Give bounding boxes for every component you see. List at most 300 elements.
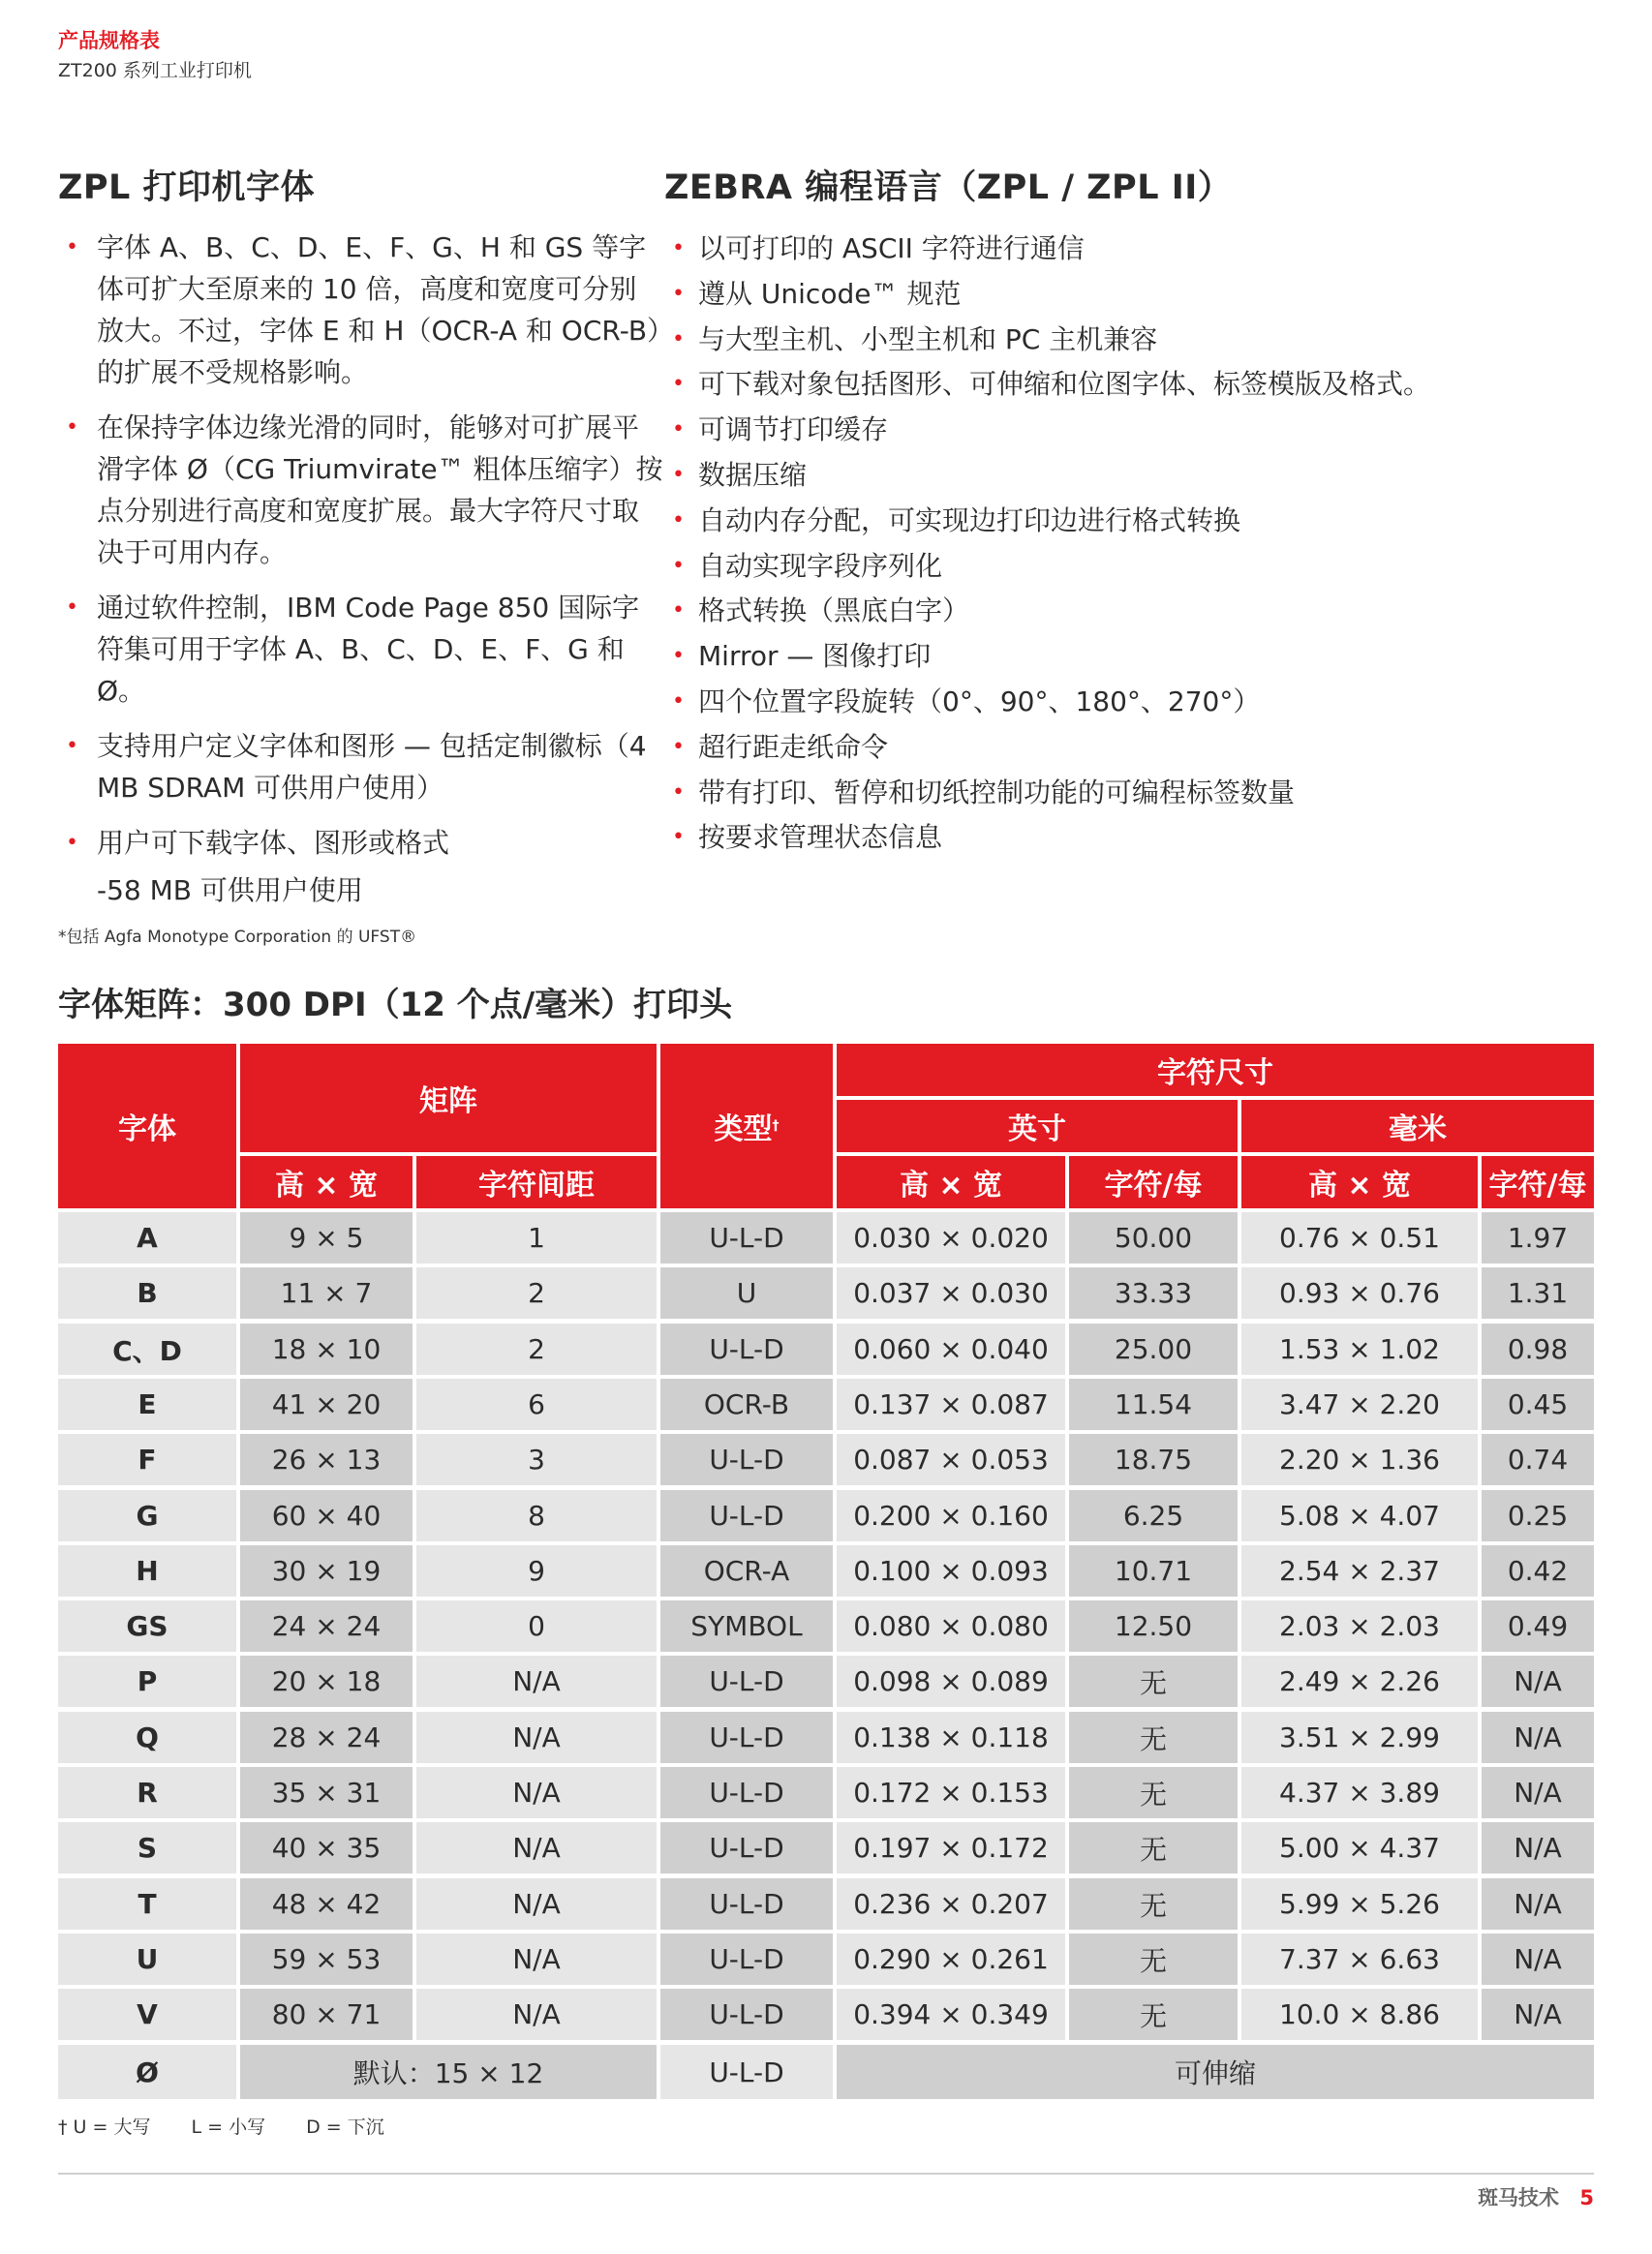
table-cell-type: [660, 1712, 833, 1763]
table-cell-type-text: U-L-D: [709, 1222, 784, 1254]
table-cell-spacing-text: N/A: [512, 1665, 561, 1697]
table-cell-mm_hw: [1241, 1712, 1478, 1763]
table-cell-inch_cpi-text: 33.33: [1114, 1277, 1193, 1309]
table-cell-font: [58, 1656, 236, 1707]
list-item: • 遵从 Unicode™ 规范: [664, 272, 1623, 318]
table-cell-inch_cpi-text: 无: [1139, 1666, 1167, 1699]
table-cell-mm_hw-text: 0.76 × 0.51: [1279, 1222, 1440, 1254]
table-cell-inch_cpi-text: 无: [1139, 1833, 1167, 1866]
table-cell-font: [58, 1267, 236, 1319]
table-cell-mm_hw-text: 5.08 × 4.07: [1279, 1500, 1440, 1532]
table-cell-spacing: [416, 1434, 657, 1485]
table-cell-font: [58, 1212, 236, 1264]
list-item: • 可下载对象包括图形、可伸缩和位图字体、标签模版及格式。: [664, 362, 1623, 408]
table-cell-font-text: F: [138, 1444, 157, 1476]
table-cell-spacing-text: N/A: [512, 1777, 561, 1809]
table-cell-inch_cpi-text: 18.75: [1114, 1444, 1193, 1476]
table-cell-matrix: [240, 1212, 413, 1264]
table-cell-inch_hw: [837, 1878, 1065, 1930]
header-mm-hw-text: 高 × 宽: [1307, 1169, 1412, 1203]
list-item: [58, 822, 663, 911]
table-cell-type: [660, 1656, 833, 1707]
table-cell-inch_cpi-text: 10.71: [1114, 1555, 1193, 1587]
list-item: • 与大型主机、小型主机和 PC 主机兼容: [664, 318, 1623, 363]
table-cell-matrix: [240, 1878, 413, 1930]
list-item: • 自动内存分配，可实现边打印边进行格式转换: [664, 499, 1623, 544]
table-cell-inch_hw: [837, 1379, 1065, 1430]
table-cell-inch_hw: [837, 1822, 1065, 1873]
table-cell-inch_cpi: [1069, 1545, 1238, 1597]
table-cell-font-text: P: [137, 1665, 158, 1697]
page-footer: [1478, 2182, 1594, 2211]
table-cell-type: [660, 2045, 833, 2099]
table-cell-mm_hw-text: 2.54 × 2.37: [1279, 1555, 1440, 1587]
table-cell-inch_cpi-text: 12.50: [1114, 1610, 1193, 1642]
list-item: • 通过软件控制，IBM Code Page 850 国际字符集可用于字体 A、B、C、D、E、F、G 和 Ø。: [58, 587, 663, 712]
table-cell-matrix: [240, 1600, 413, 1652]
table-cell-mm_cpm: [1482, 1878, 1594, 1930]
table-cell-inch_hw: [837, 1767, 1065, 1818]
table-cell-type: [660, 1545, 833, 1597]
table-cell-mm_cpm-text: N/A: [1514, 1998, 1562, 2030]
table-cell-mm_hw-text: 3.47 × 2.20: [1279, 1388, 1440, 1420]
table-cell-mm_hw: [1241, 1767, 1478, 1818]
table-cell-mm_cpm-text: 1.97: [1507, 1222, 1569, 1254]
header-matrix-spacing: [416, 1156, 657, 1208]
table-cell-mm_hw-text: 1.53 × 1.02: [1279, 1333, 1440, 1365]
type-legend: [58, 2113, 419, 2139]
header-font-text: 字体: [118, 1112, 176, 1146]
table-cell-spacing-text: 6: [528, 1388, 545, 1420]
table-cell-spacing: [416, 1989, 657, 2040]
table-cell-mm_hw: [1241, 1212, 1478, 1264]
table-cell-inch_cpi-text: 11.54: [1114, 1388, 1193, 1420]
zpl-fonts-title: ZPL 打印机字体: [58, 168, 316, 207]
header-font: [58, 1044, 236, 1208]
table-cell-spacing: [416, 1490, 657, 1541]
table-cell-mm_hw: [1241, 1878, 1478, 1930]
table-cell-mm_hw-text: 2.49 × 2.26: [1279, 1665, 1440, 1697]
table-cell-inch_hw: [837, 1434, 1065, 1485]
ufst-footnote: *包括 Agfa Monotype Corporation 的 UFST®: [58, 928, 417, 947]
table-cell-mm_hw-text: 0.93 × 0.76: [1279, 1277, 1440, 1309]
table-cell-font-text: S: [137, 1832, 158, 1864]
table-cell-font: [58, 1490, 236, 1541]
table-cell-inch_hw-text: 0.290 × 0.261: [853, 1943, 1049, 1975]
table-cell-type-text: U-L-D: [709, 1333, 784, 1365]
header-matrix-spacing-text: 字符间距: [478, 1169, 595, 1203]
table-cell-spacing: [416, 1712, 657, 1763]
header-matrix: [240, 1044, 657, 1152]
list-item: • 在保持字体边缘光滑的同时，能够对可扩展平滑字体 Ø（CG Triumvirate™ 粗体压缩字）按点分别进行高度和宽度扩展。最大字符尺寸取决于可用内存。: [58, 407, 663, 573]
table-cell-type: [660, 1324, 833, 1375]
table-cell-matrix: [240, 1434, 413, 1485]
table-cell-mm_cpm-text: 0.74: [1507, 1444, 1569, 1476]
table-cell-inch_hw-text: 0.172 × 0.153: [853, 1777, 1049, 1809]
table-cell-inch_cpi: [1069, 1490, 1238, 1541]
table-cell-font: [58, 1878, 236, 1930]
list-item: • 四个位置字段旋转（0°、90°、180°、270°）: [664, 680, 1623, 725]
table-cell-inch_hw: [837, 1267, 1065, 1319]
header-char-size: [837, 1044, 1594, 1096]
table-cell-font: [58, 1767, 236, 1818]
table-cell-inch_hw: [837, 1490, 1065, 1541]
table-cell-mm_cpm-text: N/A: [1514, 1888, 1562, 1920]
table-cell-matrix-text: 9 × 5: [289, 1222, 364, 1254]
header-inch-hw: [837, 1156, 1065, 1208]
table-cell-inch_hw-text: 0.138 × 0.118: [853, 1721, 1049, 1753]
table-cell-inch_hw: [837, 1324, 1065, 1375]
table-cell-matrix: [240, 1989, 413, 2040]
table-cell-mm_cpm-text: 0.42: [1507, 1555, 1569, 1587]
table-cell-font-text: G: [136, 1500, 159, 1532]
legend-upper: † U = 大写: [58, 2117, 151, 2138]
table-cell-type-text: U: [736, 1277, 757, 1309]
table-cell-mm_cpm-text: 1.31: [1507, 1277, 1569, 1309]
header-type-text: 类型: [714, 1112, 773, 1146]
table-cell-matrix: [240, 1767, 413, 1818]
table-cell-type-text: OCR-A: [703, 1555, 790, 1587]
table-cell-inch_hw-text: 0.087 × 0.053: [853, 1444, 1049, 1476]
table-cell-size: [837, 2045, 1594, 2099]
table-cell-matrix-text: 18 × 10: [271, 1333, 382, 1365]
table-cell-font-text: U: [136, 1943, 159, 1975]
product-name: ZT200 系列工业打印机: [58, 60, 252, 81]
table-cell-font: [58, 1324, 236, 1375]
list-item-subline: -58 MB 可供用户使用: [97, 874, 363, 906]
table-cell-matrix-text: 24 × 24: [271, 1610, 382, 1642]
table-cell-font-text: B: [137, 1277, 158, 1309]
table-cell-type: [660, 1767, 833, 1818]
table-cell-mm_cpm: [1482, 1822, 1594, 1873]
header-matrix-hw-text: 高 × 宽: [274, 1169, 379, 1203]
table-cell-inch_cpi: [1069, 1267, 1238, 1319]
table-cell-matrix: [240, 1656, 413, 1707]
table-cell-spacing: [416, 1934, 657, 1985]
table-cell-font: [58, 1822, 236, 1873]
table-cell-inch_hw-text: 0.197 × 0.172: [853, 1832, 1049, 1864]
table-cell-inch_cpi: [1069, 1379, 1238, 1430]
table-cell-spacing: [416, 1324, 657, 1375]
legend-lower: L = 小写: [191, 2117, 266, 2138]
list-item-text: 用户可下载字体、图形或格式: [97, 827, 450, 859]
table-cell-mm_hw: [1241, 1545, 1478, 1597]
table-cell-spacing-text: 8: [528, 1500, 545, 1532]
table-cell-inch_hw: [837, 1712, 1065, 1763]
table-cell-type-text: U-L-D: [709, 1777, 784, 1809]
table-cell-font-text: R: [137, 1777, 158, 1809]
header-mm-cpm-text: 字符/每: [1488, 1169, 1587, 1203]
table-cell-spacing: [416, 1267, 657, 1319]
table-cell-matrix-text: 20 × 18: [271, 1665, 382, 1697]
table-cell-spacing: [416, 1545, 657, 1597]
table-cell-matrix-text: 26 × 13: [271, 1444, 382, 1476]
list-item: • 字体 A、B、C、D、E、F、G、H 和 GS 等字体可扩大至原来的 10 倍，高度和宽度可分别放大。不过，字体 E 和 H（OCR-A 和 OCR-B）的扩展不受规格影响。: [58, 227, 663, 393]
table-cell-inch_hw: [837, 1600, 1065, 1652]
table-cell-spacing: [416, 1767, 657, 1818]
table-cell-inch_hw: [837, 1212, 1065, 1264]
table-cell-inch_hw: [837, 1989, 1065, 2040]
table-cell-spacing-text: 3: [528, 1444, 545, 1476]
table-cell-spacing-text: 9: [528, 1555, 545, 1587]
table-cell-font-text: V: [137, 1998, 158, 2030]
table-cell-mm_hw-text: 2.03 × 2.03: [1279, 1610, 1440, 1642]
zpl-language-title: ZEBRA 编程语言（ZPL / ZPL II）: [664, 168, 1233, 207]
table-cell-type-text: U-L-D: [709, 1721, 784, 1753]
table-cell-matrix-text: 30 × 19: [271, 1555, 382, 1587]
table-cell-inch_cpi: [1069, 1434, 1238, 1485]
table-cell-matrix-text: 60 × 40: [271, 1500, 382, 1532]
table-cell-type-text: U-L-D: [709, 1832, 784, 1864]
header-type: [660, 1044, 833, 1208]
table-cell-font: [58, 1379, 236, 1430]
table-cell-mm_cpm: [1482, 1379, 1594, 1430]
table-cell-matrix: [240, 1267, 413, 1319]
document-category: 产品规格表: [58, 29, 160, 52]
table-cell-inch_hw-text: 0.037 × 0.030: [853, 1277, 1049, 1309]
table-cell-mm_cpm: [1482, 1434, 1594, 1485]
list-item: • Mirror — 图像打印: [664, 634, 1623, 680]
table-cell-matrix-text: 11 × 7: [280, 1277, 373, 1309]
table-cell-font-text: E: [138, 1388, 157, 1420]
table-cell-matrix: [240, 1545, 413, 1597]
zpl-fonts-section: [58, 161, 663, 947]
table-cell-mm_hw: [1241, 1434, 1478, 1485]
table-cell-matrix-text: 48 × 42: [271, 1888, 382, 1920]
table-cell-inch_cpi: [1069, 1212, 1238, 1264]
table-cell-inch_hw-text: 0.394 × 0.349: [853, 1998, 1049, 2030]
table-cell-matrix: [240, 1490, 413, 1541]
table-cell-font-text: H: [136, 1555, 159, 1587]
table-cell-font-text: GS: [126, 1610, 168, 1642]
list-item: • 可调节打印缓存: [664, 408, 1623, 453]
table-cell-inch_cpi-text: 25.00: [1114, 1333, 1193, 1365]
table-cell-inch_hw-text: 0.236 × 0.207: [853, 1888, 1049, 1920]
table-cell-spacing-text: N/A: [512, 1888, 561, 1920]
list-item: • 带有打印、暂停和切纸控制功能的可编程标签数量: [664, 771, 1623, 816]
header-mm-cpm: [1482, 1156, 1594, 1208]
table-cell-font-text: Q: [136, 1721, 159, 1753]
table-cell-matrix-text: 59 × 53: [271, 1943, 382, 1975]
table-cell-inch_cpi-text: 无: [1139, 1889, 1167, 1922]
table-cell-matrix: [240, 1822, 413, 1873]
table-cell-font-text: Ø: [136, 2056, 159, 2088]
table-cell-inch_cpi: [1069, 1656, 1238, 1707]
table-cell-mm_hw: [1241, 1934, 1478, 1985]
table-cell-mm_hw: [1241, 1324, 1478, 1375]
table-cell-inch_hw: [837, 1934, 1065, 1985]
table-cell-inch_hw-text: 0.060 × 0.040: [853, 1333, 1049, 1365]
zpl-language-list: [664, 227, 1623, 861]
list-item: • 超行距走纸命令: [664, 725, 1623, 771]
table-cell-mm_cpm-text: 0.45: [1507, 1388, 1569, 1420]
table-cell-mm_cpm-text: N/A: [1514, 1665, 1562, 1697]
table-cell-mm_cpm-text: N/A: [1514, 1832, 1562, 1864]
table-cell-inch_hw-text: 0.098 × 0.089: [853, 1665, 1049, 1697]
table-cell-font: [58, 1989, 236, 2040]
table-cell-spacing-text: N/A: [512, 1998, 561, 2030]
table-cell-inch_cpi: [1069, 1600, 1238, 1652]
table-cell-mm_hw: [1241, 1600, 1478, 1652]
header-mm: [1241, 1100, 1594, 1152]
table-cell-mm_hw: [1241, 1989, 1478, 2040]
table-cell-inch_hw-text: 0.030 × 0.020: [853, 1222, 1049, 1254]
table-cell-font-text: T: [138, 1888, 157, 1920]
table-cell-inch_cpi-text: 无: [1139, 1778, 1167, 1811]
table-cell-mm_cpm: [1482, 1267, 1594, 1319]
table-cell-mm_hw-text: 7.37 × 6.63: [1279, 1943, 1440, 1975]
table-cell-inch_cpi-text: 50.00: [1114, 1222, 1193, 1254]
table-cell-mm_hw-text: 5.99 × 5.26: [1279, 1888, 1440, 1920]
legend-descender: D = 下沉: [306, 2117, 384, 2138]
table-cell-matrix-text: 41 × 20: [271, 1388, 382, 1420]
table-cell-type: [660, 1267, 833, 1319]
table-cell-matrix: [240, 1934, 413, 1985]
table-cell-spacing-text: N/A: [512, 1943, 561, 1975]
table-cell-inch_cpi: [1069, 1934, 1238, 1985]
table-cell-mm_cpm: [1482, 1490, 1594, 1541]
list-item: • 格式转换（黑底白字）: [664, 589, 1623, 634]
table-cell-type: [660, 1989, 833, 2040]
table-cell-inch_cpi-text: 6.25: [1122, 1500, 1184, 1532]
table-cell-font: [58, 1600, 236, 1652]
table-cell-font: [58, 1545, 236, 1597]
table-cell-inch_cpi-text: 无: [1139, 1722, 1167, 1755]
table-cell-mm_cpm: [1482, 1600, 1594, 1652]
table-cell-inch_cpi: [1069, 1712, 1238, 1763]
table-cell-spacing: [416, 1878, 657, 1930]
table-cell-font-text: A: [137, 1222, 158, 1254]
table-cell-mm_hw-text: 5.00 × 4.37: [1279, 1832, 1440, 1864]
table-cell-type: [660, 1934, 833, 1985]
table-cell-font: [58, 2045, 236, 2099]
table-cell-font: [58, 1434, 236, 1485]
list-item: • 自动实现字段序列化: [664, 544, 1623, 590]
table-cell-mm_cpm-text: N/A: [1514, 1943, 1562, 1975]
table-cell-matrix-text: 35 × 31: [271, 1777, 382, 1809]
table-cell-mm_hw: [1241, 1379, 1478, 1430]
table-cell-matrix: [240, 2045, 657, 2099]
table-cell-mm_hw-text: 2.20 × 1.36: [1279, 1444, 1440, 1476]
table-cell-inch_hw-text: 0.080 × 0.080: [853, 1610, 1049, 1642]
table-cell-type: [660, 1212, 833, 1264]
header-mm-text: 毫米: [1389, 1112, 1447, 1146]
table-cell-mm_cpm-text: N/A: [1514, 1777, 1562, 1809]
table-cell-spacing: [416, 1656, 657, 1707]
list-item: • 支持用户定义字体和图形 — 包括定制徽标（4 MB SDRAM 可供用户使用）: [58, 725, 663, 808]
table-cell-mm_hw: [1241, 1267, 1478, 1319]
table-cell-size-text: 可伸缩: [1174, 2057, 1256, 2089]
table-cell-inch_cpi: [1069, 1989, 1238, 2040]
table-cell-spacing: [416, 1600, 657, 1652]
table-cell-spacing-text: N/A: [512, 1832, 561, 1864]
table-cell-matrix: [240, 1379, 413, 1430]
table-cell-type-text: U-L-D: [709, 2056, 784, 2088]
table-cell-type-text: U-L-D: [709, 1998, 784, 2030]
table-cell-type-text: U-L-D: [709, 1500, 784, 1532]
table-cell-spacing: [416, 1379, 657, 1430]
table-cell-mm_cpm: [1482, 1545, 1594, 1597]
table-cell-type: [660, 1600, 833, 1652]
table-cell-inch_hw: [837, 1656, 1065, 1707]
table-cell-inch_cpi-text: 无: [1139, 1944, 1167, 1977]
table-cell-font: [58, 1934, 236, 1985]
header-inch-cpi: [1069, 1156, 1238, 1208]
table-cell-type-text: U-L-D: [709, 1665, 784, 1697]
table-cell-inch_cpi: [1069, 1767, 1238, 1818]
table-cell-inch_hw-text: 0.137 × 0.087: [853, 1388, 1049, 1420]
table-cell-mm_cpm: [1482, 1212, 1594, 1264]
table-cell-matrix-text: 28 × 24: [271, 1721, 382, 1753]
table-cell-mm_hw: [1241, 1822, 1478, 1873]
table-cell-mm_cpm: [1482, 1656, 1594, 1707]
table-cell-type-text: OCR-B: [703, 1388, 790, 1420]
table-cell-matrix: [240, 1712, 413, 1763]
table-cell-mm_cpm: [1482, 1767, 1594, 1818]
header-matrix-hw: [240, 1156, 413, 1208]
table-cell-mm_hw-text: 3.51 × 2.99: [1279, 1721, 1440, 1753]
table-cell-font: [58, 1712, 236, 1763]
type-footnote-mark: †: [772, 1118, 780, 1134]
list-item: • 按要求管理状态信息: [664, 815, 1623, 861]
header-char-size-text: 字符尺寸: [1157, 1056, 1273, 1090]
zpl-language-section: [664, 161, 1623, 861]
header-matrix-text: 矩阵: [419, 1084, 477, 1118]
table-cell-inch_hw-text: 0.200 × 0.160: [853, 1500, 1049, 1532]
table-cell-mm_cpm: [1482, 1712, 1594, 1763]
table-cell-inch_hw: [837, 1545, 1065, 1597]
table-cell-mm_hw: [1241, 1656, 1478, 1707]
table-cell-type: [660, 1379, 833, 1430]
table-cell-mm_hw-text: 10.0 × 8.86: [1279, 1998, 1440, 2030]
header-inch-cpi-text: 字符/每: [1104, 1169, 1203, 1203]
table-cell-inch_cpi: [1069, 1878, 1238, 1930]
table-cell-type-text: SYMBOL: [690, 1610, 803, 1642]
table-cell-mm_hw-text: 4.37 × 3.89: [1279, 1777, 1440, 1809]
table-cell-mm_cpm: [1482, 1324, 1594, 1375]
list-item: • 以可打印的 ASCII 字符进行通信: [664, 227, 1623, 272]
table-cell-spacing-text: 0: [528, 1610, 545, 1642]
zpl-fonts-list: [58, 227, 663, 911]
table-cell-matrix-text: 默认：15 × 12: [352, 2057, 544, 2089]
table-cell-type: [660, 1434, 833, 1485]
table-cell-type: [660, 1490, 833, 1541]
table-cell-type-text: U-L-D: [709, 1943, 784, 1975]
table-cell-mm_cpm-text: N/A: [1514, 1721, 1562, 1753]
table-cell-mm_cpm-text: 0.98: [1507, 1333, 1569, 1365]
table-cell-matrix-text: 80 × 71: [271, 1998, 382, 2030]
list-item: • 数据压缩: [664, 453, 1623, 499]
table-cell-type: [660, 1878, 833, 1930]
header-inches-text: 英寸: [1008, 1112, 1066, 1146]
table-cell-matrix-text: 40 × 35: [271, 1832, 382, 1864]
table-cell-inch_cpi: [1069, 1324, 1238, 1375]
table-cell-inch_cpi: [1069, 1822, 1238, 1873]
table-cell-mm_hw: [1241, 1490, 1478, 1541]
footer-divider: [58, 2173, 1594, 2175]
table-cell-mm_cpm: [1482, 1934, 1594, 1985]
page-number: 5: [1579, 2186, 1594, 2209]
table-cell-mm_cpm-text: 0.25: [1507, 1500, 1569, 1532]
footer-brand: 斑马技术: [1478, 2186, 1560, 2209]
table-cell-type-text: U-L-D: [709, 1888, 784, 1920]
table-cell-spacing-text: 1: [528, 1222, 545, 1254]
table-cell-mm_cpm-text: 0.49: [1507, 1610, 1569, 1642]
table-cell-spacing: [416, 1822, 657, 1873]
font-matrix-title: 字体矩阵：300 DPI（12 个点/毫米）打印头: [58, 986, 733, 1024]
table-cell-mm_cpm: [1482, 1989, 1594, 2040]
table-cell-spacing-text: N/A: [512, 1721, 561, 1753]
